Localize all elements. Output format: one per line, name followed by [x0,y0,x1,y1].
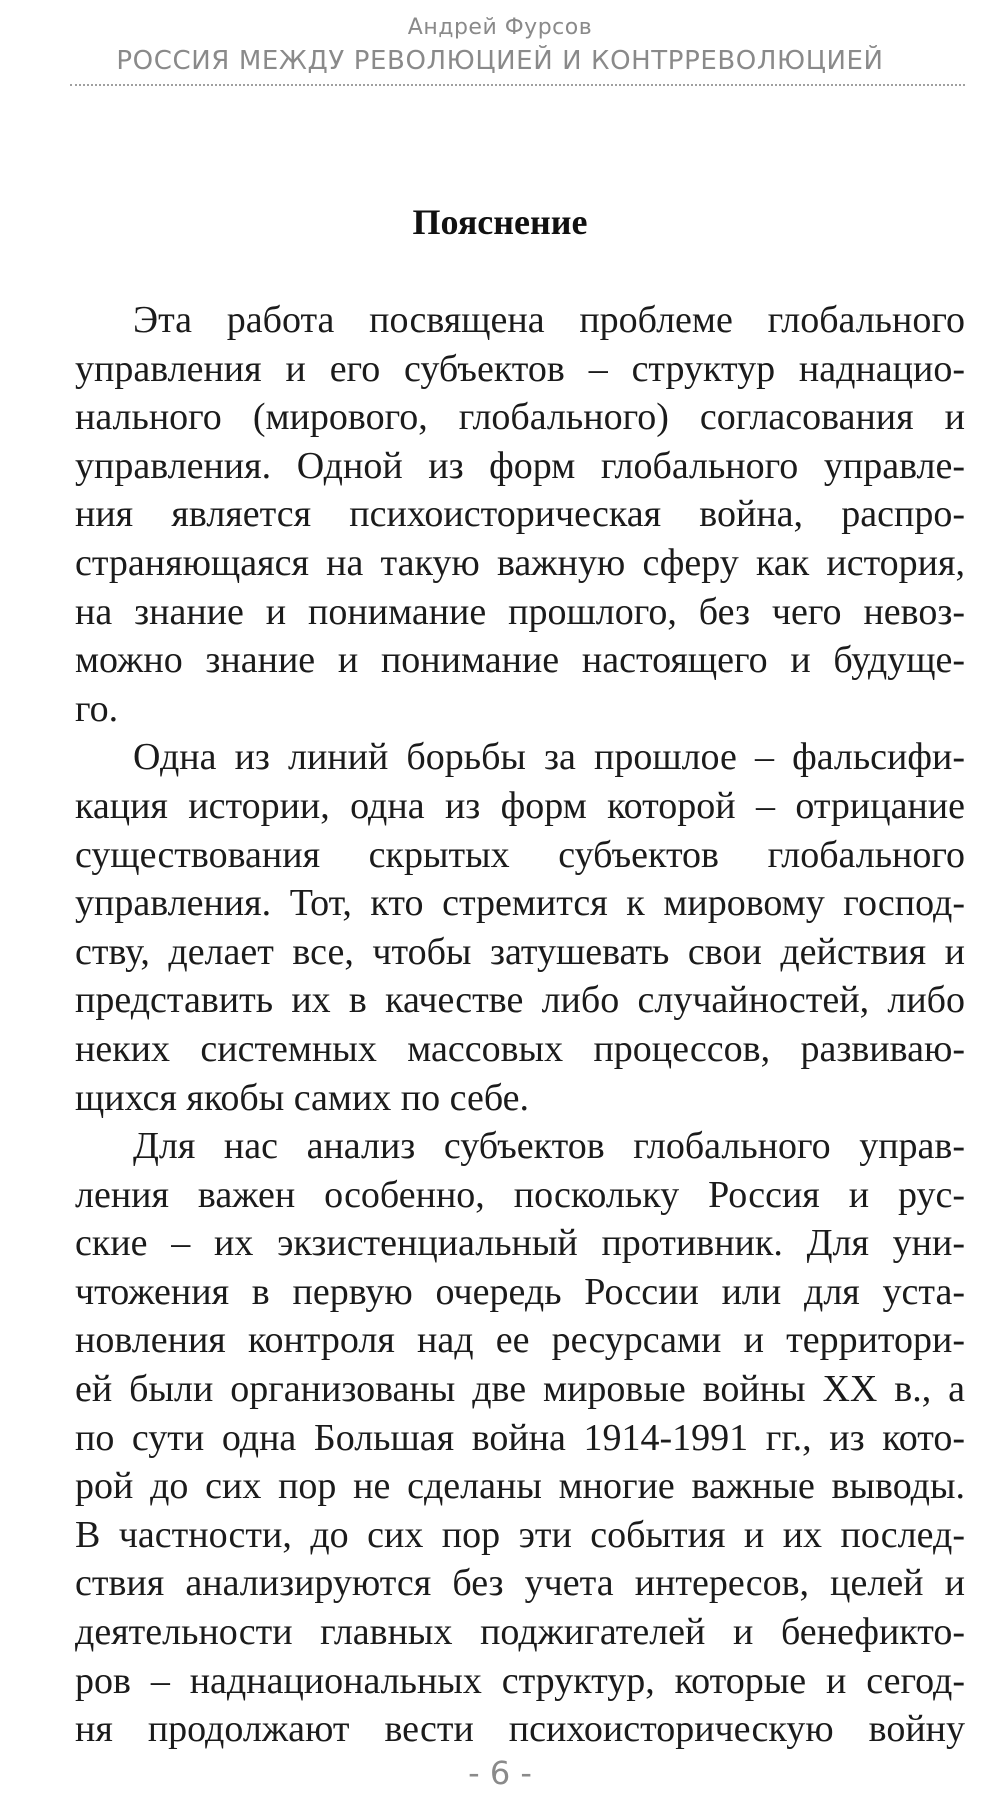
text-line: страняющаяся на такую важную сферу как история, [75,541,965,584]
text-line: представить их в качестве либо случайностей, либо [75,979,965,1022]
text-line: ские – их экзистенциальный противник. Для уни- [75,1222,965,1265]
text-line: Одна из линий борьбы за прошлое – фальсифи- [133,736,965,779]
section-heading: Пояснение [412,202,588,242]
text-line: Эта работа посвящена проблеме глобального [133,299,965,341]
text-line: кация истории, одна из форм которой – отрицание [75,784,965,827]
text-line: щихся якобы самих по себе. [75,1076,530,1119]
text-line: управления и его субъектов – структур наднацио- [75,347,965,390]
text-line: ству, делает все, чтобы затушевать свои действия и [75,930,965,973]
header-book-title: РОССИЯ МЕЖДУ РЕВОЛЮЦИЕЙ И КОНТРРЕВОЛЮЦИЕЙ [116,46,884,76]
header-divider [70,84,965,86]
text-line: неких системных массовых процессов, развиваю- [75,1027,965,1070]
text-line: ров – наднациональных структур, которые и сегод- [75,1659,965,1702]
text-line: управления. Тот, кто стремится к мировому господ- [75,882,965,925]
text-line: новления контроля над ее ресурсами и территори- [75,1319,965,1362]
running-header [0,14,1000,78]
text-line: чтожения в первую очередь России или для уста- [75,1270,965,1313]
body-text [75,296,965,1754]
text-line: на знание и понимание прошлого, без чего невоз- [75,590,965,633]
text-line: ей были организованы две мировые войны XX в., а [75,1368,965,1411]
text-line: ствия анализируются без учета интересов, целей и [75,1562,965,1605]
text-line: ления важен особенно, поскольку Россия и рус- [75,1173,965,1216]
text-line: го. [75,687,119,730]
header-author: Андрей Фурсов [407,15,593,40]
text-line: ня продолжают вести психоисторическую войну [75,1708,965,1751]
paragraph-3 [75,1122,965,1754]
text-line: по сути одна Большая война 1914-1991 гг., из кото- [75,1416,965,1459]
text-line: можно знание и понимание настоящего и будуще- [75,639,965,682]
text-line: управления. Одной из форм глобального управле- [75,444,965,487]
paragraph-2 [75,733,965,1122]
text-line: ния является психоисторическая война, распро- [75,493,965,536]
text-line: существования скрытых субъектов глобального [75,833,965,876]
page-number: - 6 - [468,1754,532,1792]
text-line: рой до сих пор не сделаны многие важные выводы. [75,1465,965,1508]
text-line: Для нас анализ субъектов глобального управ- [133,1125,965,1168]
paragraph-1 [75,296,965,733]
text-line: нального (мирового, глобального) согласования и [75,396,965,439]
text-line: В частности, до сих пор эти события и их послед- [75,1513,965,1556]
text-line: деятельности главных поджигателей и бенефикто- [75,1611,965,1654]
